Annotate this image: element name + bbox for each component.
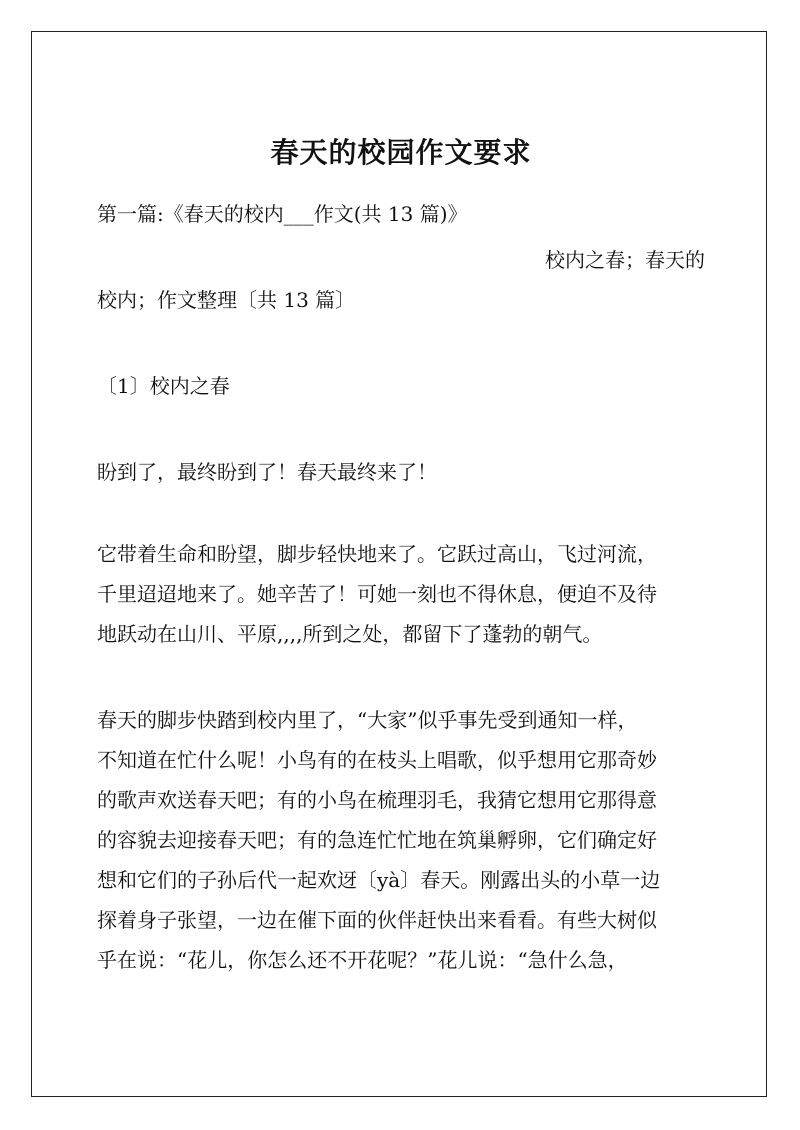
paragraph-2-line: 地跃动在山川、平原,,,,所到之处，都留下了蓬勃的朝气。 [97, 622, 603, 646]
spacer [97, 320, 705, 366]
document-subtitle: 第一篇:《春天的校内___作文(共 13 篇)》 [97, 202, 468, 226]
paragraph-2-line: 它带着生命和盼望，脚步轻快地来了。它跃过高山，飞过河流， [97, 542, 657, 566]
paragraph-3-line: 的容貌去迎接春天吧；有的急连忙忙地在筑巢孵卵，它们确定好 [97, 828, 657, 852]
spacer [97, 492, 705, 534]
paragraph-1: 盼到了，最终盼到了！春天最终来了！ [97, 460, 437, 484]
paragraph-2 [97, 534, 705, 654]
spacer [97, 406, 705, 452]
document-body [97, 120, 705, 980]
paragraph-3-line: 乎在说：“花儿，你怎么还不开花呢？”花儿说：“急什么急， [97, 948, 628, 972]
paragraph-3 [97, 700, 705, 980]
paragraph-3-line: 想和它们的子孙后代一起欢迓〔yà〕春天。刚露出头的小草一边 [97, 868, 661, 892]
paragraph-3-line: 春天的脚步快踏到校内里了，“大家”似乎事先受到通知一样， [97, 708, 638, 732]
paragraph-3-line: 的歌声欢送春天吧；有的小鸟在梳理羽毛，我猜它想用它那得意 [97, 788, 657, 812]
paragraph-3-line: 探着身子张望，一边在催下面的伙伴赶快出来看看。有些大树似 [97, 908, 657, 932]
spacer [97, 654, 705, 700]
intro-line-2: 校内；作文整理〔共 13 篇〕 [97, 288, 356, 312]
page-title: 春天的校园作文要求 [270, 136, 532, 169]
paragraph-3-line: 不知道在忙什么呢！小鸟有的在枝头上唱歌，似乎想用它那奇妙 [97, 748, 657, 772]
intro-line-1: 校内之春；春天的 [545, 248, 705, 272]
paragraph-2-line: 千里迢迢地来了。她辛苦了！可她一刻也不得休息，便迫不及待 [97, 582, 657, 606]
section-heading: 〔1〕校内之春 [97, 374, 230, 398]
